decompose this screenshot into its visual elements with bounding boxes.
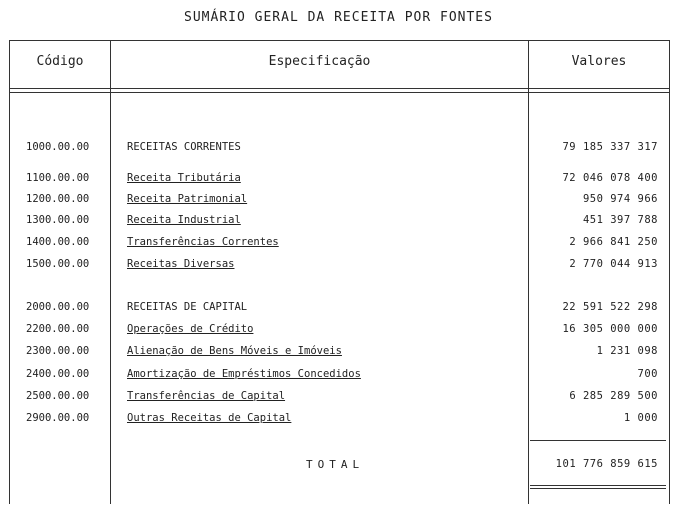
header-valores: Valores (571, 54, 627, 69)
table-row (0, 390, 677, 410)
header-divider (9, 92, 670, 93)
row-value: 950 974 966 (582, 193, 658, 205)
row-value: 16 305 000 000 (562, 323, 658, 335)
table-row (0, 214, 677, 234)
total-double-rule (530, 485, 666, 486)
total-label: TOTAL (306, 458, 365, 471)
row-value: 72 046 078 400 (562, 172, 658, 184)
row-value: 2 966 841 250 (569, 236, 658, 248)
row-desc: Receita Patrimonial (127, 193, 248, 205)
row-desc: Operações de Crédito (127, 323, 254, 335)
header-divider (9, 88, 670, 89)
row-desc: Receita Tributária (127, 172, 241, 184)
table-row (0, 323, 677, 343)
table-row (0, 368, 677, 388)
row-code: 2400.00.00 (26, 368, 90, 380)
row-value: 6 285 289 500 (569, 390, 658, 402)
table-row (0, 345, 677, 365)
row-code: 1200.00.00 (26, 193, 90, 205)
row-value: 1 000 (623, 412, 658, 424)
table-row (0, 412, 677, 432)
row-code: 1100.00.00 (26, 172, 90, 184)
row-desc: Transferências Correntes (127, 236, 279, 248)
row-code: 2000.00.00 (26, 301, 90, 313)
row-desc: Alienação de Bens Móveis e Imóveis (127, 345, 342, 357)
row-value: 79 185 337 317 (562, 141, 658, 153)
row-desc: RECEITAS DE CAPITAL (127, 301, 248, 313)
row-value: 2 770 044 913 (569, 258, 658, 270)
row-code: 2300.00.00 (26, 345, 90, 357)
row-desc: Transferências de Capital (127, 390, 286, 402)
row-desc: Receitas Diversas (127, 258, 235, 270)
header-especificacao: Especificação (268, 54, 371, 69)
table-row (0, 258, 677, 278)
row-code: 1000.00.00 (26, 141, 90, 153)
table-row (0, 236, 677, 256)
header-codigo: Código (36, 54, 84, 69)
page-title: SUMÁRIO GERAL DA RECEITA POR FONTES (184, 10, 493, 25)
table-row (0, 141, 677, 161)
row-code: 2200.00.00 (26, 323, 90, 335)
row-code: 1300.00.00 (26, 214, 90, 226)
total-rule (530, 440, 666, 441)
total-double-rule (530, 488, 666, 489)
row-desc: RECEITAS CORRENTES (127, 141, 241, 153)
row-code: 1400.00.00 (26, 236, 90, 248)
row-value: 451 397 788 (582, 214, 658, 226)
row-desc: Outras Receitas de Capital (127, 412, 292, 424)
row-value: 700 (637, 368, 658, 380)
row-value: 1 231 098 (596, 345, 658, 357)
row-desc: Receita Industrial (127, 214, 241, 226)
table-row (0, 301, 677, 321)
table-row (0, 193, 677, 213)
row-code: 1500.00.00 (26, 258, 90, 270)
total-value: 101 776 859 615 (555, 458, 658, 470)
row-desc: Amortização de Empréstimos Concedidos (127, 368, 361, 380)
row-value: 22 591 522 298 (562, 301, 658, 313)
row-code: 2500.00.00 (26, 390, 90, 402)
row-code: 2900.00.00 (26, 412, 90, 424)
table-row (0, 172, 677, 192)
